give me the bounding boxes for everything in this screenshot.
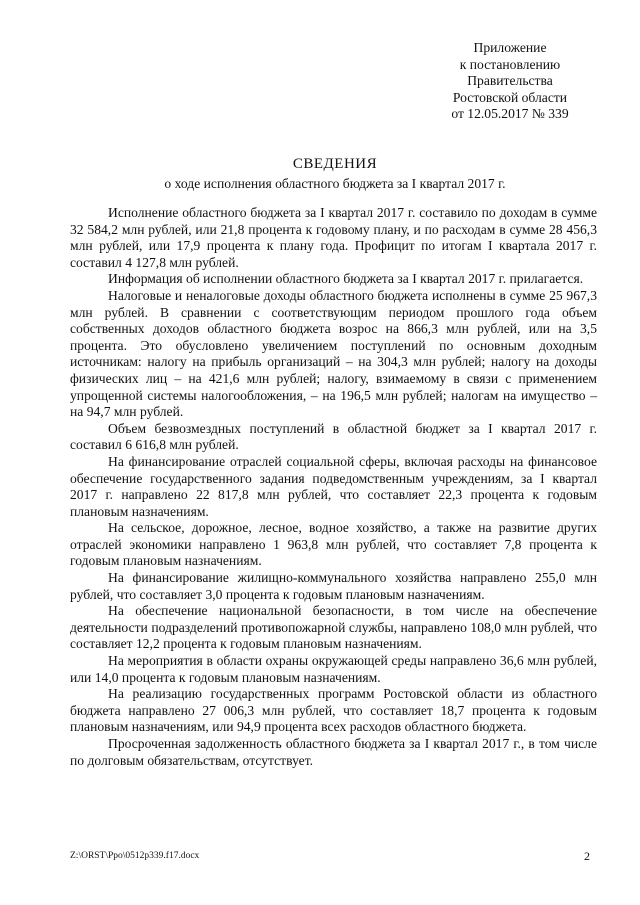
appendix-line: к постановлению <box>459 56 561 72</box>
paragraph: На мероприятия в области охраны окружающей среды направлено 36,6 млн рублей, или 14,0 процента к годовым плановым назначениям. <box>70 653 597 685</box>
paragraph: На обеспечение национальной безопасности, в том числе на обеспечение деятельности подразделений противопожарной службы, направлено 108,0 млн рублей, что составляет 12,2 процента к годовым плановым назначениям. <box>70 603 597 652</box>
paragraph: Информация об исполнении областного бюджета за I квартал 2017 г. прилагается. <box>108 271 584 287</box>
paragraph: На финансирование жилищно-коммунального хозяйства направлено 255,0 млн рублей, что составляет 3,0 процента к годовым плановым назначениям. <box>70 570 597 602</box>
paragraph: На сельское, дорожное, лесное, водное хозяйство, а также на развитие других отраслей экономики направлено 1 963,8 млн рублей, что составляет 7,8 процента к годовым плановым назначениям. <box>70 520 597 569</box>
appendix-line: от 12.05.2017 № 339 <box>451 106 569 122</box>
appendix-line: Приложение <box>473 40 547 55</box>
paragraph: Исполнение областного бюджета за I квартал 2017 г. составило по доходам в сумме 32 584,2 млн рублей, или 21,8 процента к годовому плану, и по расходам в сумме 28 456,3 млн рублей, или 17,9 процента к плану года. Профицит по итогам I квартала 2017 г. составил 4 127,8 млн рублей. <box>70 205 597 270</box>
appendix-line: Правительства <box>467 73 553 89</box>
paragraph: На реализацию государственных программ Ростовской области из областного бюджета направлено 27 006,3 млн рублей, что составляет 18,7 процента к годовым плановым назначениям, или 94,9 процента всех расходов областного бюджета. <box>70 686 597 735</box>
appendix-line: Ростовской области <box>452 89 568 105</box>
appendix-block <box>420 40 600 123</box>
document-title: СВЕДЕНИЯ <box>292 156 378 172</box>
paragraph: Просроченная задолженность областного бюджета за I квартал 2017 г., в том числе по долговым обязательствам, отсутствует. <box>70 736 597 768</box>
paragraph: На финансирование отраслей социальной сферы, включая расходы на финансовое обеспечение государственного задания подведомственным учреждениям, за I квартал 2017 г. направлено 22 817,8 млн рублей, что составляет 22,3 процента к годовым плановым назначениям. <box>70 453 597 519</box>
document-subtitle: о ходе исполнения областного бюджета за I квартал 2017 г. <box>164 176 506 191</box>
footer-file-path: Z:\ORST\Ppo\0512p339.f17.docx <box>70 851 200 861</box>
paragraph: Налоговые и неналоговые доходы областного бюджета исполнены в сумме 25 967,3 млн рублей. В сравнении с соответствующим периодом прошлого года объем собственных доходов областного бюджета возрос на 866,3 млн рублей, или на 3,5 процента. Это обусловлено увеличением поступлений по основным доходным источникам: налогу на прибыль организаций – на 304,3 млн рублей; налогу на доходы физических лиц – на 421,6 млн рублей; налогу, взимаемому в связи с применением упрощенной системы налогообложения, – на 196,5 млн рублей; налогам на имущество – на 94,7 млн рублей. <box>70 287 597 420</box>
page-number: 2 <box>584 849 590 863</box>
paragraph: Объем безвозмездных поступлений в областной бюджет за I квартал 2017 г. составил 6 616,8 млн рублей. <box>70 420 597 453</box>
document-body <box>70 205 597 769</box>
